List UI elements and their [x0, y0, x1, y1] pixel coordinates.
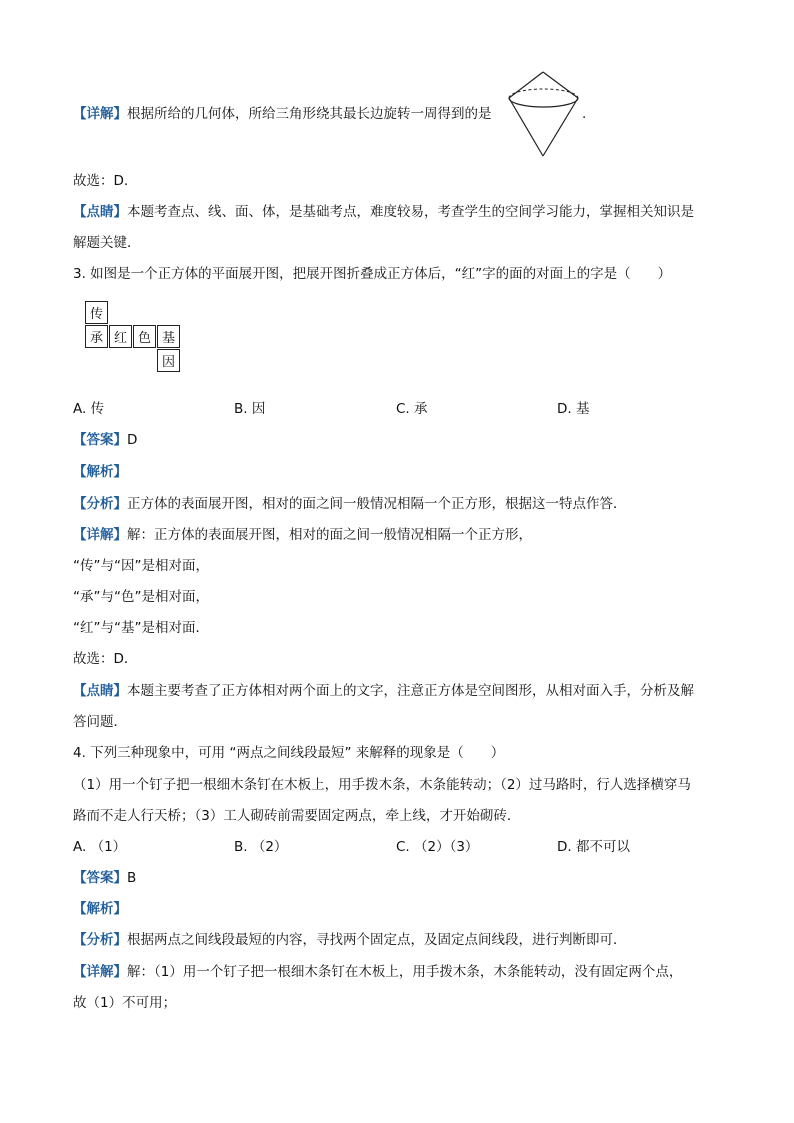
- comment-line: [73, 202, 694, 222]
- answer-3: [73, 430, 137, 450]
- analysis-4-tag: 【解析】: [73, 901, 127, 917]
- answer-4-tag: 【答案】: [73, 870, 127, 886]
- comment-3-tag: 【点睛】: [73, 683, 127, 699]
- question-4-line-1: （1）用一个钉子把一根细木条钉在木板上，用手拨木条，木条能转动；（2）过马路时，行人选择横穿马: [73, 777, 691, 793]
- cube-net: [85, 301, 181, 373]
- net-cell-ji: 基: [157, 325, 180, 348]
- choice-3: 故选：D．: [73, 651, 138, 667]
- fenxi-3: [73, 494, 627, 514]
- comment-3: [73, 681, 694, 701]
- detail-line: [73, 104, 492, 124]
- question-4-line-2: 路而不走人行天桥；（3）工人砌砖前需要固定两点，牵上线，才开始砌砖．: [73, 808, 521, 824]
- analysis-4: [73, 899, 127, 919]
- fenxi-4-tag: 【分析】: [73, 932, 127, 948]
- q4-option-d: D. 都不可以: [557, 839, 630, 855]
- analysis-3: [73, 462, 127, 482]
- comment-text: 本题考查点、线、面、体，是基础考点，难度较易，考查学生的空间学习能力，掌握相关知识是: [127, 204, 694, 220]
- xiangjie-text: 解：正方体的表面展开图，相对的面之间一般情况相隔一个正方形，: [127, 527, 532, 543]
- q4-option-b: B. （2）: [234, 839, 288, 855]
- answer-value: D: [127, 432, 138, 448]
- net-cell-se: 色: [133, 325, 156, 348]
- net-cell-cheng: 承: [85, 325, 108, 348]
- net-cell-hong: 红: [109, 325, 132, 348]
- xiangjie-4-tag: 【详解】: [73, 964, 127, 980]
- q3-option-c: C. 承: [396, 401, 428, 417]
- question-3: 3. 如图是一个正方体的平面展开图，把展开图折叠成正方体后，“红”字的面的对面上的字是（ ）: [73, 266, 672, 282]
- comment-line-2: 解题关键．: [73, 235, 141, 251]
- xiangjie-tag: 【详解】: [73, 527, 127, 543]
- analysis-tag: 【解析】: [73, 464, 127, 480]
- q4-option-a: A. （1）: [73, 839, 127, 855]
- net-cell-yin: 因: [157, 349, 180, 372]
- answer-4: [73, 868, 136, 888]
- xiangjie-3: [73, 525, 532, 545]
- answer-tag: 【答案】: [73, 432, 127, 448]
- question-4: 4. 下列三种现象中，可用 “两点之间线段最短” 来解释的现象是（ ）: [73, 745, 505, 761]
- q3-option-b: B. 因: [234, 401, 266, 417]
- fenxi-4-text: 根据两点之间线段最短的内容，寻找两个固定点，及固定点间线段，进行判断即可．: [127, 932, 627, 948]
- fenxi-tag: 【分析】: [73, 496, 127, 512]
- cone-figure: [506, 70, 582, 160]
- detail-end: .: [582, 106, 587, 122]
- pair-2: “承”与“色”是相对面，: [73, 589, 209, 605]
- xiangjie-4: [73, 962, 682, 982]
- pair-3: “红”与“基”是相对面．: [73, 620, 209, 636]
- q4-option-c: C. （2）（3）: [396, 839, 479, 855]
- xiangjie-4-text: 解：（1）用一个钉子把一根细木条钉在木板上，用手拨木条，木条能转动，没有固定两个点，: [127, 964, 683, 980]
- xiangjie-4-line-2: 故（1）不可用；: [73, 995, 177, 1011]
- fenxi-text: 正方体的表面展开图，相对的面之间一般情况相隔一个正方形，根据这一特点作答．: [127, 496, 627, 512]
- answer-4-value: B: [127, 870, 137, 886]
- detail-tag: 【详解】: [73, 106, 127, 122]
- comment-3-line-2: 答问题．: [73, 714, 127, 730]
- fenxi-4: [73, 930, 627, 950]
- pair-1: “传”与“因”是相对面，: [73, 558, 209, 574]
- choice-line: 故选：D．: [73, 173, 138, 189]
- net-cell-chuan: 传: [85, 301, 108, 324]
- detail-text: 根据所给的几何体，所给三角形绕其最长边旋转一周得到的是: [127, 106, 492, 122]
- comment-3-text: 本题主要考查了正方体相对两个面上的文字，注意正方体是空间图形，从相对面入手，分析及解: [127, 683, 694, 699]
- q3-option-d: D. 基: [557, 401, 590, 417]
- comment-tag: 【点睛】: [73, 204, 127, 220]
- q3-option-a: A. 传: [73, 401, 105, 417]
